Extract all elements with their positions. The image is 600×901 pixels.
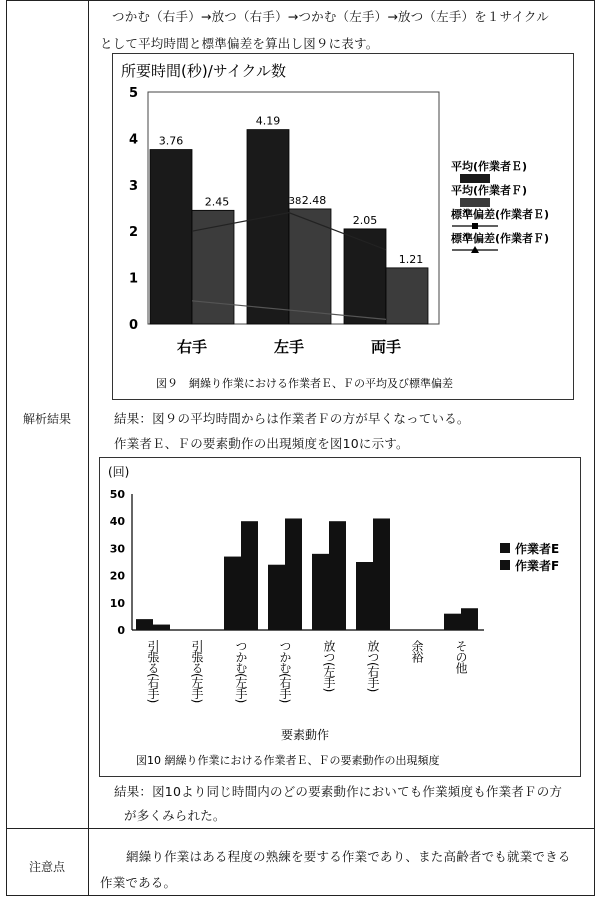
bar bbox=[356, 562, 373, 630]
x-tick-label: 右手 bbox=[176, 338, 208, 356]
bar bbox=[344, 229, 386, 324]
y-tick-label: 30 bbox=[109, 542, 125, 556]
bar bbox=[247, 130, 289, 324]
notes-text-2: 作業である。 bbox=[100, 875, 177, 890]
legend-label: 作業者F bbox=[515, 559, 560, 573]
bar bbox=[153, 625, 170, 630]
data-label-overlap: 38 bbox=[288, 195, 302, 207]
chart-title: (回) bbox=[108, 465, 130, 479]
bar bbox=[312, 554, 329, 630]
legend-label: 標準偏差(作業者Ｅ) bbox=[451, 208, 550, 221]
legend-swatch bbox=[460, 174, 490, 183]
bar bbox=[329, 521, 346, 630]
bar bbox=[386, 268, 428, 324]
figure-caption: 図10 網繰り作業における作業者Ｅ、Ｆの要素動作の出現頻度 bbox=[136, 754, 440, 767]
x-tick-label: 左手 bbox=[273, 338, 305, 356]
x-tick-label: 引張る(右手) bbox=[146, 640, 160, 703]
y-tick-label: 1 bbox=[128, 271, 138, 287]
column-divider bbox=[88, 0, 89, 896]
y-tick-label: 5 bbox=[128, 86, 138, 101]
analysis-label: 解析結果 bbox=[22, 412, 71, 426]
y-tick-label: 0 bbox=[128, 318, 138, 333]
bar bbox=[373, 518, 390, 630]
intro-line-2: として平均時間と標準偏差を算出し図９に表す。 bbox=[100, 36, 379, 51]
bar bbox=[461, 608, 478, 630]
figure-10-svg bbox=[100, 458, 582, 778]
data-label: 2.45 bbox=[204, 195, 230, 209]
y-tick-label: 50 bbox=[109, 488, 125, 501]
x-tick-label: つかむ(左手) bbox=[234, 640, 248, 703]
data-label: 3.76 bbox=[158, 134, 184, 148]
bar bbox=[136, 619, 153, 630]
figure-10-chart bbox=[99, 457, 581, 777]
chart-title: 所要時間(秒)/サイクル数 bbox=[121, 62, 286, 80]
figure-caption: 図９ 網繰り作業における作業者Ｅ、Ｆの平均及び標準偏差 bbox=[156, 377, 453, 390]
legend-swatch bbox=[500, 560, 510, 570]
result-2: 結果：図10より同じ時間内のどの要素動作においても作業頻度も作業者Ｆの方 bbox=[114, 784, 563, 799]
data-label: 4.19 bbox=[255, 114, 281, 128]
bar bbox=[444, 614, 461, 630]
x-tick-label: 放つ(右手) bbox=[366, 640, 380, 692]
y-tick-label: 3 bbox=[128, 178, 138, 194]
y-tick-label: 40 bbox=[109, 515, 125, 529]
x-tick-label: 放つ(左手) bbox=[322, 640, 336, 692]
y-tick-label: 4 bbox=[128, 132, 138, 148]
bar bbox=[285, 518, 302, 630]
x-tick-label: 余裕 bbox=[410, 640, 424, 662]
legend-label: 平均(作業者Ｅ) bbox=[451, 160, 528, 173]
data-label: 1.21 bbox=[398, 252, 424, 266]
notes-text-1: 網繰り作業はある程度の熟練を要する作業であり、また高齢者でも就業できる bbox=[126, 849, 571, 864]
x-tick-label: 両手 bbox=[370, 338, 402, 356]
legend-swatch bbox=[460, 198, 490, 207]
legend-label: 標準偏差(作業者Ｆ) bbox=[451, 232, 550, 245]
bar bbox=[150, 150, 192, 324]
bar bbox=[268, 565, 285, 630]
row-divider bbox=[6, 828, 595, 829]
data-label: 2.48 bbox=[301, 193, 327, 207]
figure-9-chart bbox=[112, 53, 574, 400]
intro-line-1: つかむ（右手）→放つ（右手）→つかむ（左手）→放つ（左手）を１サイクル bbox=[112, 9, 549, 24]
bar bbox=[224, 557, 241, 630]
y-tick-label: 20 bbox=[109, 569, 125, 583]
figure-9-svg bbox=[113, 54, 575, 401]
y-tick-label: 0 bbox=[117, 624, 125, 637]
legend-swatch bbox=[500, 543, 510, 553]
x-tick-label: その他 bbox=[454, 640, 468, 673]
y-tick-label: 10 bbox=[109, 596, 125, 610]
x-tick-label: 引張る(左手) bbox=[190, 640, 204, 703]
legend-marker bbox=[472, 223, 478, 229]
result-2-cont: が多くみられた。 bbox=[124, 808, 226, 823]
y-tick-label: 2 bbox=[128, 225, 138, 241]
data-label: 2.05 bbox=[352, 213, 378, 227]
legend-label: 作業者E bbox=[515, 542, 560, 556]
notes-label: 注意点 bbox=[28, 860, 65, 874]
x-tick-label: つかむ(右手) bbox=[278, 640, 292, 703]
result-1: 結果：図９の平均時間からは作業者Ｆの方が早くなっている。 bbox=[114, 411, 470, 426]
lead-figure-10: 作業者Ｅ、Ｆの要素動作の出現頻度を図10に示す。 bbox=[114, 436, 409, 451]
legend-label: 平均(作業者Ｆ) bbox=[451, 184, 528, 197]
x-axis-label: 要素動作 bbox=[281, 728, 330, 742]
bar bbox=[241, 521, 258, 630]
